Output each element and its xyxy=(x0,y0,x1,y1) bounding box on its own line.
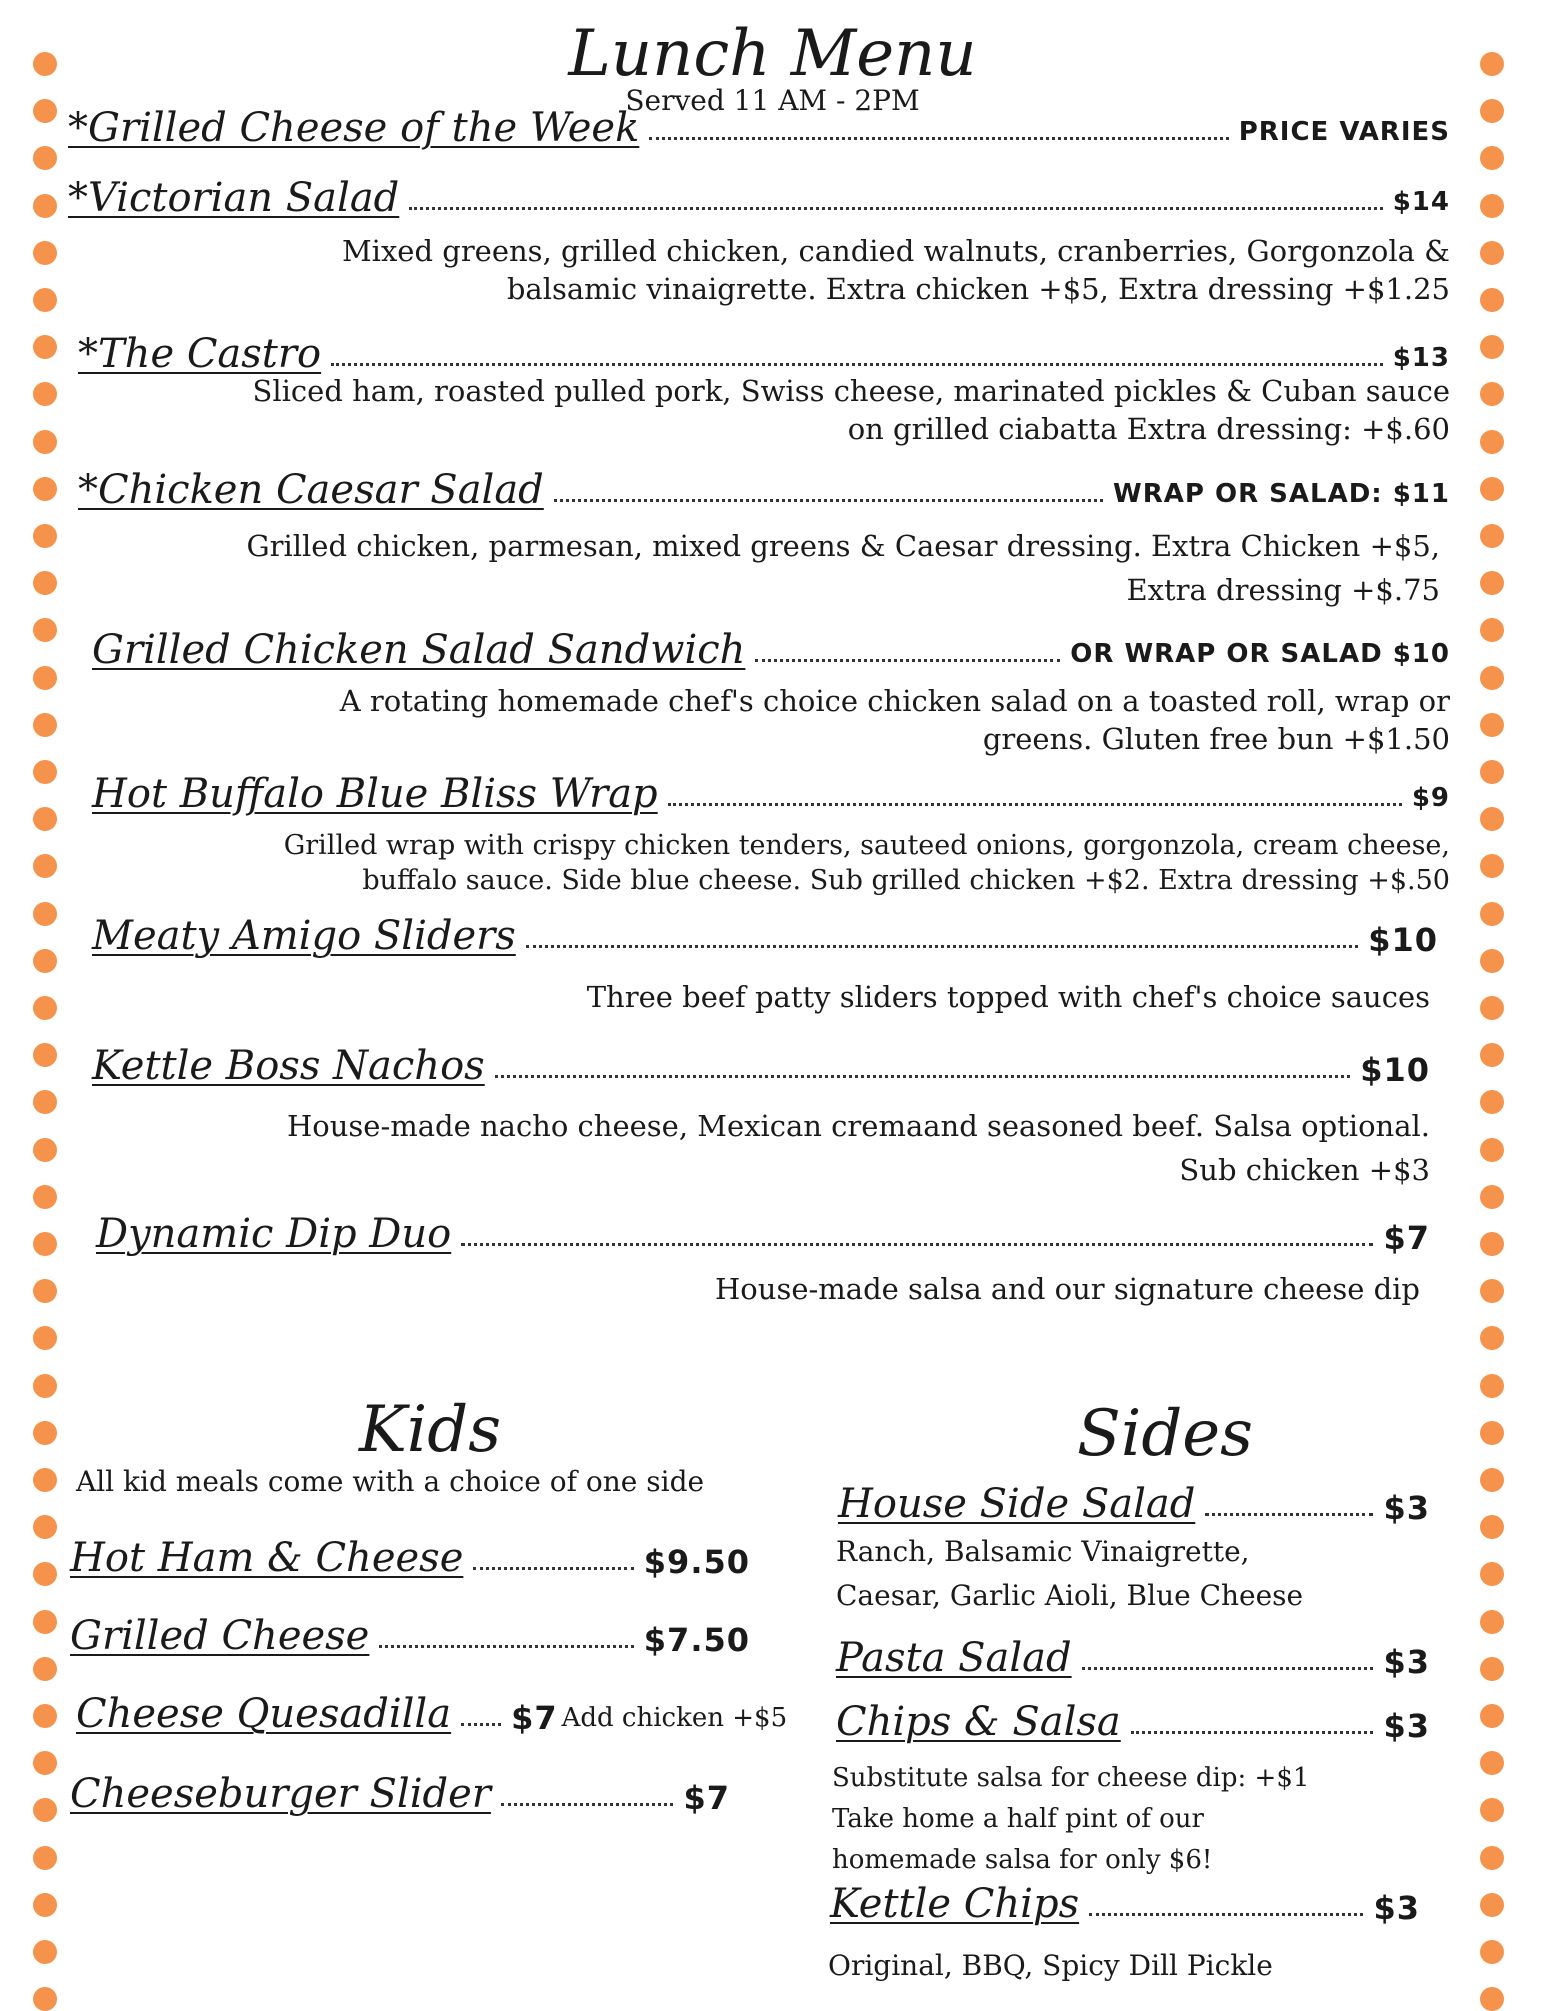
kids-item-row xyxy=(70,1770,730,1818)
dot-leader xyxy=(473,1566,633,1570)
border-dot xyxy=(33,1940,57,1964)
border-dot xyxy=(33,1326,57,1350)
border-dot xyxy=(33,760,57,784)
border-dot xyxy=(1480,1515,1504,1539)
border-dot xyxy=(1480,618,1504,642)
dot-leader xyxy=(331,362,1383,366)
border-dot xyxy=(1480,1468,1504,1492)
menu-item-price: $9 xyxy=(1411,783,1450,813)
border-dot xyxy=(1480,1043,1504,1067)
description-line: House-made salsa and our signature cheese dip xyxy=(715,1272,1420,1306)
dot-leader xyxy=(461,1722,501,1726)
sides-item-name: Pasta Salad xyxy=(836,1635,1072,1681)
border-dot xyxy=(33,477,57,501)
description-line: Mixed greens, grilled chicken, candied walnuts, cranberries, Gorgonzola & xyxy=(341,234,1450,268)
kids-item-row xyxy=(70,1612,750,1660)
sides-item-price: $3 xyxy=(1373,1889,1420,1927)
dot-leader xyxy=(1089,1912,1363,1916)
border-dot xyxy=(1480,666,1504,690)
border-dot xyxy=(33,1562,57,1586)
description-line: balsamic vinaigrette. Extra chicken +$5, Extra dressing +$1.25 xyxy=(506,272,1450,306)
description-line: A rotating homemade chef's choice chicken salad on a toasted roll, wrap or xyxy=(339,684,1450,718)
border-dot xyxy=(1480,1232,1504,1256)
menu-item-price: $14 xyxy=(1392,187,1450,217)
menu-item-row xyxy=(92,1042,1430,1090)
border-dot xyxy=(33,1987,57,2011)
sides-item-name: Kettle Chips xyxy=(830,1881,1080,1927)
border-dot xyxy=(1480,1610,1504,1634)
border-dot xyxy=(33,1751,57,1775)
right-dot-border xyxy=(1480,0,1510,2000)
description-line: Original, BBQ, Spicy Dill Pickle xyxy=(828,1949,1273,1982)
dot-leader xyxy=(1082,1666,1374,1670)
border-dot xyxy=(1480,335,1504,359)
menu-item-description xyxy=(150,232,1450,308)
border-dot xyxy=(33,194,57,218)
menu-item-name: Grilled Chicken Salad Sandwich xyxy=(92,627,746,673)
border-dot xyxy=(33,1657,57,1681)
menu-item-row xyxy=(78,330,1450,378)
kids-item-price: $9.50 xyxy=(643,1543,750,1581)
description-line: Grilled wrap with crispy chicken tenders, sauteed onions, gorgonzola, cream cheese, xyxy=(283,830,1450,861)
menu-subtitle: Served 11 AM - 2PM xyxy=(625,84,920,117)
kids-note: All kid meals come with a choice of one side xyxy=(76,1465,705,1498)
sides-item-name: Chips & Salsa xyxy=(836,1699,1121,1745)
border-dot xyxy=(33,854,57,878)
border-dot xyxy=(33,1468,57,1492)
kids-item-row xyxy=(76,1690,788,1738)
description-line: homemade salsa for only $6! xyxy=(832,1845,1213,1875)
border-dot xyxy=(33,1043,57,1067)
border-dot xyxy=(1480,1562,1504,1586)
description-line: Sliced ham, roasted pulled pork, Swiss cheese, marinated pickles & Cuban sauce xyxy=(252,374,1450,408)
border-dot xyxy=(33,1185,57,1209)
menu-item-row xyxy=(96,1210,1430,1258)
border-dot xyxy=(1480,1374,1504,1398)
border-dot xyxy=(1480,382,1504,406)
description-line: Caesar, Garlic Aioli, Blue Cheese xyxy=(836,1579,1304,1612)
border-dot xyxy=(1480,996,1504,1020)
menu-item-row xyxy=(68,174,1450,222)
dot-leader xyxy=(495,1074,1351,1078)
border-dot xyxy=(1480,1326,1504,1350)
sides-item-description xyxy=(836,1530,1436,1618)
border-dot xyxy=(33,807,57,831)
menu-item-price: $10 xyxy=(1368,921,1438,959)
menu-item-description xyxy=(100,524,1440,612)
menu-item-name: *Grilled Cheese of the Week xyxy=(68,105,640,151)
description-line: Substitute salsa for cheese dip: +$1 xyxy=(832,1763,1310,1793)
border-dot xyxy=(33,902,57,926)
border-dot xyxy=(1480,524,1504,548)
border-dot xyxy=(33,1090,57,1114)
border-dot xyxy=(1480,241,1504,265)
border-dot xyxy=(33,241,57,265)
menu-item-price: $7 xyxy=(1383,1219,1430,1257)
description-line: Grilled chicken, parmesan, mixed greens & Caesar dressing. Extra Chicken +$5, xyxy=(246,529,1440,563)
description-line: buffalo sauce. Side blue cheese. Sub grilled chicken +$2. Extra dressing +$.50 xyxy=(362,865,1450,896)
dot-leader xyxy=(554,498,1103,502)
menu-title: Lunch Menu xyxy=(568,17,977,91)
border-dot xyxy=(33,1232,57,1256)
dot-leader xyxy=(526,944,1358,948)
kids-item-price: $7 xyxy=(683,1779,730,1817)
description-line: House-made nacho cheese, Mexican cremaand seasoned beef. Salsa optional. xyxy=(286,1109,1430,1143)
border-dot xyxy=(1480,1798,1504,1822)
border-dot xyxy=(33,1798,57,1822)
kids-item-name: Grilled Cheese xyxy=(70,1613,370,1659)
sides-item-description xyxy=(832,1758,1432,1881)
menu-item-description xyxy=(300,978,1430,1016)
border-dot xyxy=(1480,1138,1504,1162)
kids-item-name: Hot Ham & Cheese xyxy=(70,1535,464,1581)
border-dot xyxy=(1480,571,1504,595)
kids-item-row xyxy=(70,1534,750,1582)
border-dot xyxy=(33,288,57,312)
kids-item-price: $7.50 xyxy=(643,1621,750,1659)
menu-item-name: Kettle Boss Nachos xyxy=(92,1043,485,1089)
border-dot xyxy=(33,949,57,973)
border-dot xyxy=(33,146,57,170)
dot-leader xyxy=(409,206,1382,210)
border-dot xyxy=(1480,807,1504,831)
description-line: on grilled ciabatta Extra dressing: +$.60 xyxy=(847,412,1450,446)
menu-item-row xyxy=(92,770,1450,818)
menu-item-price: $10 xyxy=(1360,1051,1430,1089)
border-dot xyxy=(1480,1279,1504,1303)
description-line: Sub chicken +$3 xyxy=(1179,1153,1430,1187)
border-dot xyxy=(33,1515,57,1539)
menu-item-description xyxy=(100,828,1450,898)
border-dot xyxy=(1480,1846,1504,1870)
menu-item-price: PRICE VARIES xyxy=(1238,117,1450,147)
kids-item-name: Cheese Quesadilla xyxy=(76,1691,452,1737)
left-dot-border xyxy=(33,0,63,2000)
menu-item-name: Meaty Amigo Sliders xyxy=(92,913,516,959)
border-dot xyxy=(1480,1987,1504,2011)
border-dot xyxy=(33,1279,57,1303)
menu-item-description xyxy=(120,1104,1430,1192)
border-dot xyxy=(1480,1185,1504,1209)
border-dot xyxy=(33,382,57,406)
menu-item-description xyxy=(150,682,1450,758)
menu-item-row xyxy=(92,912,1438,960)
menu-item-row xyxy=(78,466,1450,514)
border-dot xyxy=(33,1374,57,1398)
border-dot xyxy=(1480,1090,1504,1114)
border-dot xyxy=(33,1893,57,1917)
menu-item-price: WRAP OR SALAD: $11 xyxy=(1113,479,1450,509)
sides-item-name: House Side Salad xyxy=(838,1481,1196,1527)
menu-item-name: Hot Buffalo Blue Bliss Wrap xyxy=(92,771,658,817)
border-dot xyxy=(33,1610,57,1634)
dot-leader xyxy=(1131,1730,1374,1734)
border-dot xyxy=(1480,854,1504,878)
menu-item-name: *Chicken Caesar Salad xyxy=(78,467,544,513)
border-dot xyxy=(33,1138,57,1162)
border-dot xyxy=(1480,1704,1504,1728)
kids-item-name: Cheeseburger Slider xyxy=(70,1771,491,1817)
description-line: Ranch, Balsamic Vinaigrette, xyxy=(836,1535,1250,1568)
sides-section-title: Sides xyxy=(1077,1397,1253,1471)
border-dot xyxy=(33,430,57,454)
sides-item-price: $3 xyxy=(1383,1643,1430,1681)
description-line: Extra dressing +$.75 xyxy=(1126,573,1440,607)
menu-item-price: $13 xyxy=(1392,343,1450,373)
border-dot xyxy=(1480,1751,1504,1775)
dot-leader xyxy=(501,1802,674,1806)
description-line: Take home a half pint of our xyxy=(832,1804,1204,1834)
kids-item-extra: Add chicken +$5 xyxy=(561,1703,788,1733)
sides-item-row xyxy=(830,1880,1420,1928)
kids-item-price: $7 xyxy=(511,1699,558,1737)
sides-item-price: $3 xyxy=(1383,1489,1430,1527)
dot-leader xyxy=(668,802,1402,806)
menu-item-price: OR WRAP OR SALAD $10 xyxy=(1070,639,1450,669)
menu-item-row xyxy=(68,104,1450,152)
border-dot xyxy=(1480,949,1504,973)
border-dot xyxy=(33,335,57,359)
kids-section-title: Kids xyxy=(358,1393,502,1467)
border-dot xyxy=(1480,713,1504,737)
menu-item-name: *Victorian Salad xyxy=(68,175,400,221)
dot-leader xyxy=(649,136,1228,140)
border-dot xyxy=(33,618,57,642)
sides-item-row xyxy=(836,1698,1430,1746)
border-dot xyxy=(33,996,57,1020)
border-dot xyxy=(1480,1657,1504,1681)
sides-item-row xyxy=(838,1480,1430,1528)
menu-item-description xyxy=(500,1270,1420,1308)
border-dot xyxy=(33,713,57,737)
dot-leader xyxy=(755,658,1060,662)
menu-item-row xyxy=(92,626,1450,674)
menu-item-description xyxy=(100,372,1450,448)
border-dot xyxy=(33,524,57,548)
description-line: greens. Gluten free bun +$1.50 xyxy=(982,722,1450,756)
border-dot xyxy=(33,1421,57,1445)
border-dot xyxy=(1480,288,1504,312)
menu-item-name: Dynamic Dip Duo xyxy=(96,1211,452,1257)
border-dot xyxy=(1480,430,1504,454)
description-line: Three beef patty sliders topped with chef's choice sauces xyxy=(586,980,1430,1014)
border-dot xyxy=(33,666,57,690)
border-dot xyxy=(1480,902,1504,926)
dot-leader xyxy=(461,1242,1373,1246)
border-dot xyxy=(1480,1421,1504,1445)
border-dot xyxy=(1480,760,1504,784)
dot-leader xyxy=(379,1644,633,1648)
border-dot xyxy=(1480,1940,1504,1964)
sides-item-row xyxy=(836,1634,1430,1682)
sides-item-price: $3 xyxy=(1383,1707,1430,1745)
sides-item-description xyxy=(828,1944,1428,1988)
border-dot xyxy=(1480,1893,1504,1917)
dot-leader xyxy=(1205,1512,1373,1516)
border-dot xyxy=(1480,146,1504,170)
menu-item-name: *The Castro xyxy=(78,331,322,377)
border-dot xyxy=(1480,477,1504,501)
border-dot xyxy=(33,1704,57,1728)
border-dot xyxy=(1480,194,1504,218)
border-dot xyxy=(33,571,57,595)
border-dot xyxy=(33,1846,57,1870)
